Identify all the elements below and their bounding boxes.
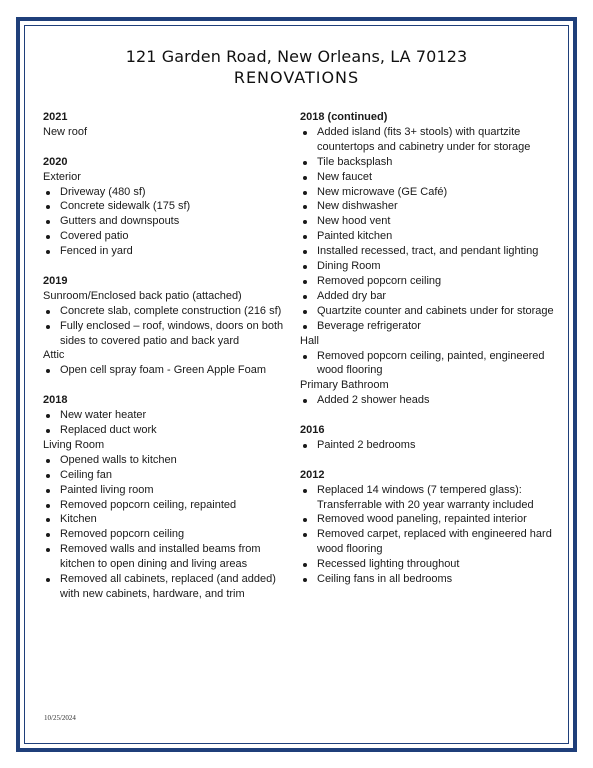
footer-date: 10/25/2024 (44, 714, 76, 722)
year-heading-2016: 2016 (300, 424, 325, 437)
list-2012 (300, 483, 558, 587)
list-2018-living-room (43, 453, 293, 602)
list-item: Fully enclosed – roof, windows, doors on both sides to covered patio and back yard (43, 319, 293, 349)
list-item: Concrete slab, complete construction (216 sf) (43, 304, 293, 319)
list-item: New hood vent (300, 214, 558, 229)
list-2019-attic (43, 363, 293, 378)
list-2018 (43, 408, 293, 438)
list-item: Driveway (480 sf) (43, 185, 293, 200)
left-column (43, 110, 293, 602)
year-heading-2018: 2018 (43, 394, 68, 407)
list-item: Concrete sidewalk (175 sf) (43, 199, 293, 214)
subheading-primary-bathroom: Primary Bathroom (300, 379, 389, 392)
list-item: Removed carpet, replaced with engineered hard wood flooring (300, 527, 558, 557)
list-item: Removed popcorn ceiling, painted, engineered wood flooring (300, 349, 558, 379)
list-item: Ceiling fans in all bedrooms (300, 572, 558, 587)
list-item: New faucet (300, 170, 558, 185)
list-item: Removed wood paneling, repainted interior (300, 512, 558, 527)
list-2016 (300, 438, 558, 453)
list-item: New water heater (43, 408, 293, 423)
list-2020-exterior (43, 185, 293, 260)
list-2018-hall (300, 349, 558, 379)
list-item: Added 2 shower heads (300, 393, 558, 408)
list-item: New microwave (GE Café) (300, 185, 558, 200)
year-heading-2012: 2012 (300, 468, 325, 481)
subheading-sunroom: Sunroom/Enclosed back patio (attached) (43, 289, 242, 302)
list-item: Quartzite counter and cabinets under for storage (300, 304, 558, 319)
list-item: Painted 2 bedrooms (300, 438, 558, 453)
right-column (300, 110, 558, 587)
list-item: Open cell spray foam - Green Apple Foam (43, 363, 293, 378)
list-2018-bathroom (300, 393, 558, 408)
year-heading-2021: 2021 (43, 111, 68, 123)
list-item: Added island (fits 3+ stools) with quartzite countertops and cabinetry under for storage (300, 125, 558, 155)
subheading-attic: Attic (43, 349, 65, 362)
list-2018-continued (300, 125, 558, 334)
list-item: Covered patio (43, 229, 293, 244)
list-item: Opened walls to kitchen (43, 453, 293, 468)
list-item: Removed walls and installed beams from kitchen to open dining and living areas (43, 542, 293, 572)
property-address: 121 Garden Road, New Orleans, LA 70123 (125, 47, 468, 66)
list-item: Painted kitchen (300, 229, 558, 244)
subheading-exterior: Exterior (43, 170, 81, 183)
list-item: Removed popcorn ceiling (43, 527, 293, 542)
list-item: Fenced in yard (43, 244, 293, 259)
list-item: Painted living room (43, 483, 293, 498)
year-heading-2019: 2019 (43, 274, 68, 287)
list-item: Tile backsplash (300, 155, 558, 170)
list-item: Removed popcorn ceiling, repainted (43, 498, 293, 513)
list-item: Installed recessed, tract, and pendant lighting (300, 244, 558, 259)
list-item: Replaced 14 windows (7 tempered glass): Transferrable with 20 year warranty included (300, 483, 558, 513)
list-2019-sunroom (43, 304, 293, 349)
page-title: RENOVATIONS (233, 68, 360, 87)
list-item: New dishwasher (300, 199, 558, 214)
year-heading-2020: 2020 (43, 155, 68, 168)
list-item: Removed all cabinets, replaced (and added) with new cabinets, hardware, and trim (43, 572, 293, 602)
list-item: Recessed lighting throughout (300, 557, 558, 572)
list-item: Gutters and downspouts (43, 214, 293, 229)
year-heading-2018-continued: 2018 (continued) (300, 111, 388, 123)
list-item: Removed popcorn ceiling (300, 274, 558, 289)
list-item: Ceiling fan (43, 468, 293, 483)
list-item: Added dry bar (300, 289, 558, 304)
item-2021: New roof (43, 125, 88, 138)
list-item: Replaced duct work (43, 423, 293, 438)
subheading-hall: Hall (300, 334, 319, 347)
list-item: Kitchen (43, 512, 293, 527)
list-item: Beverage refrigerator (300, 319, 558, 334)
list-item: Dining Room (300, 259, 558, 274)
subheading-living-room: Living Room (43, 438, 105, 451)
